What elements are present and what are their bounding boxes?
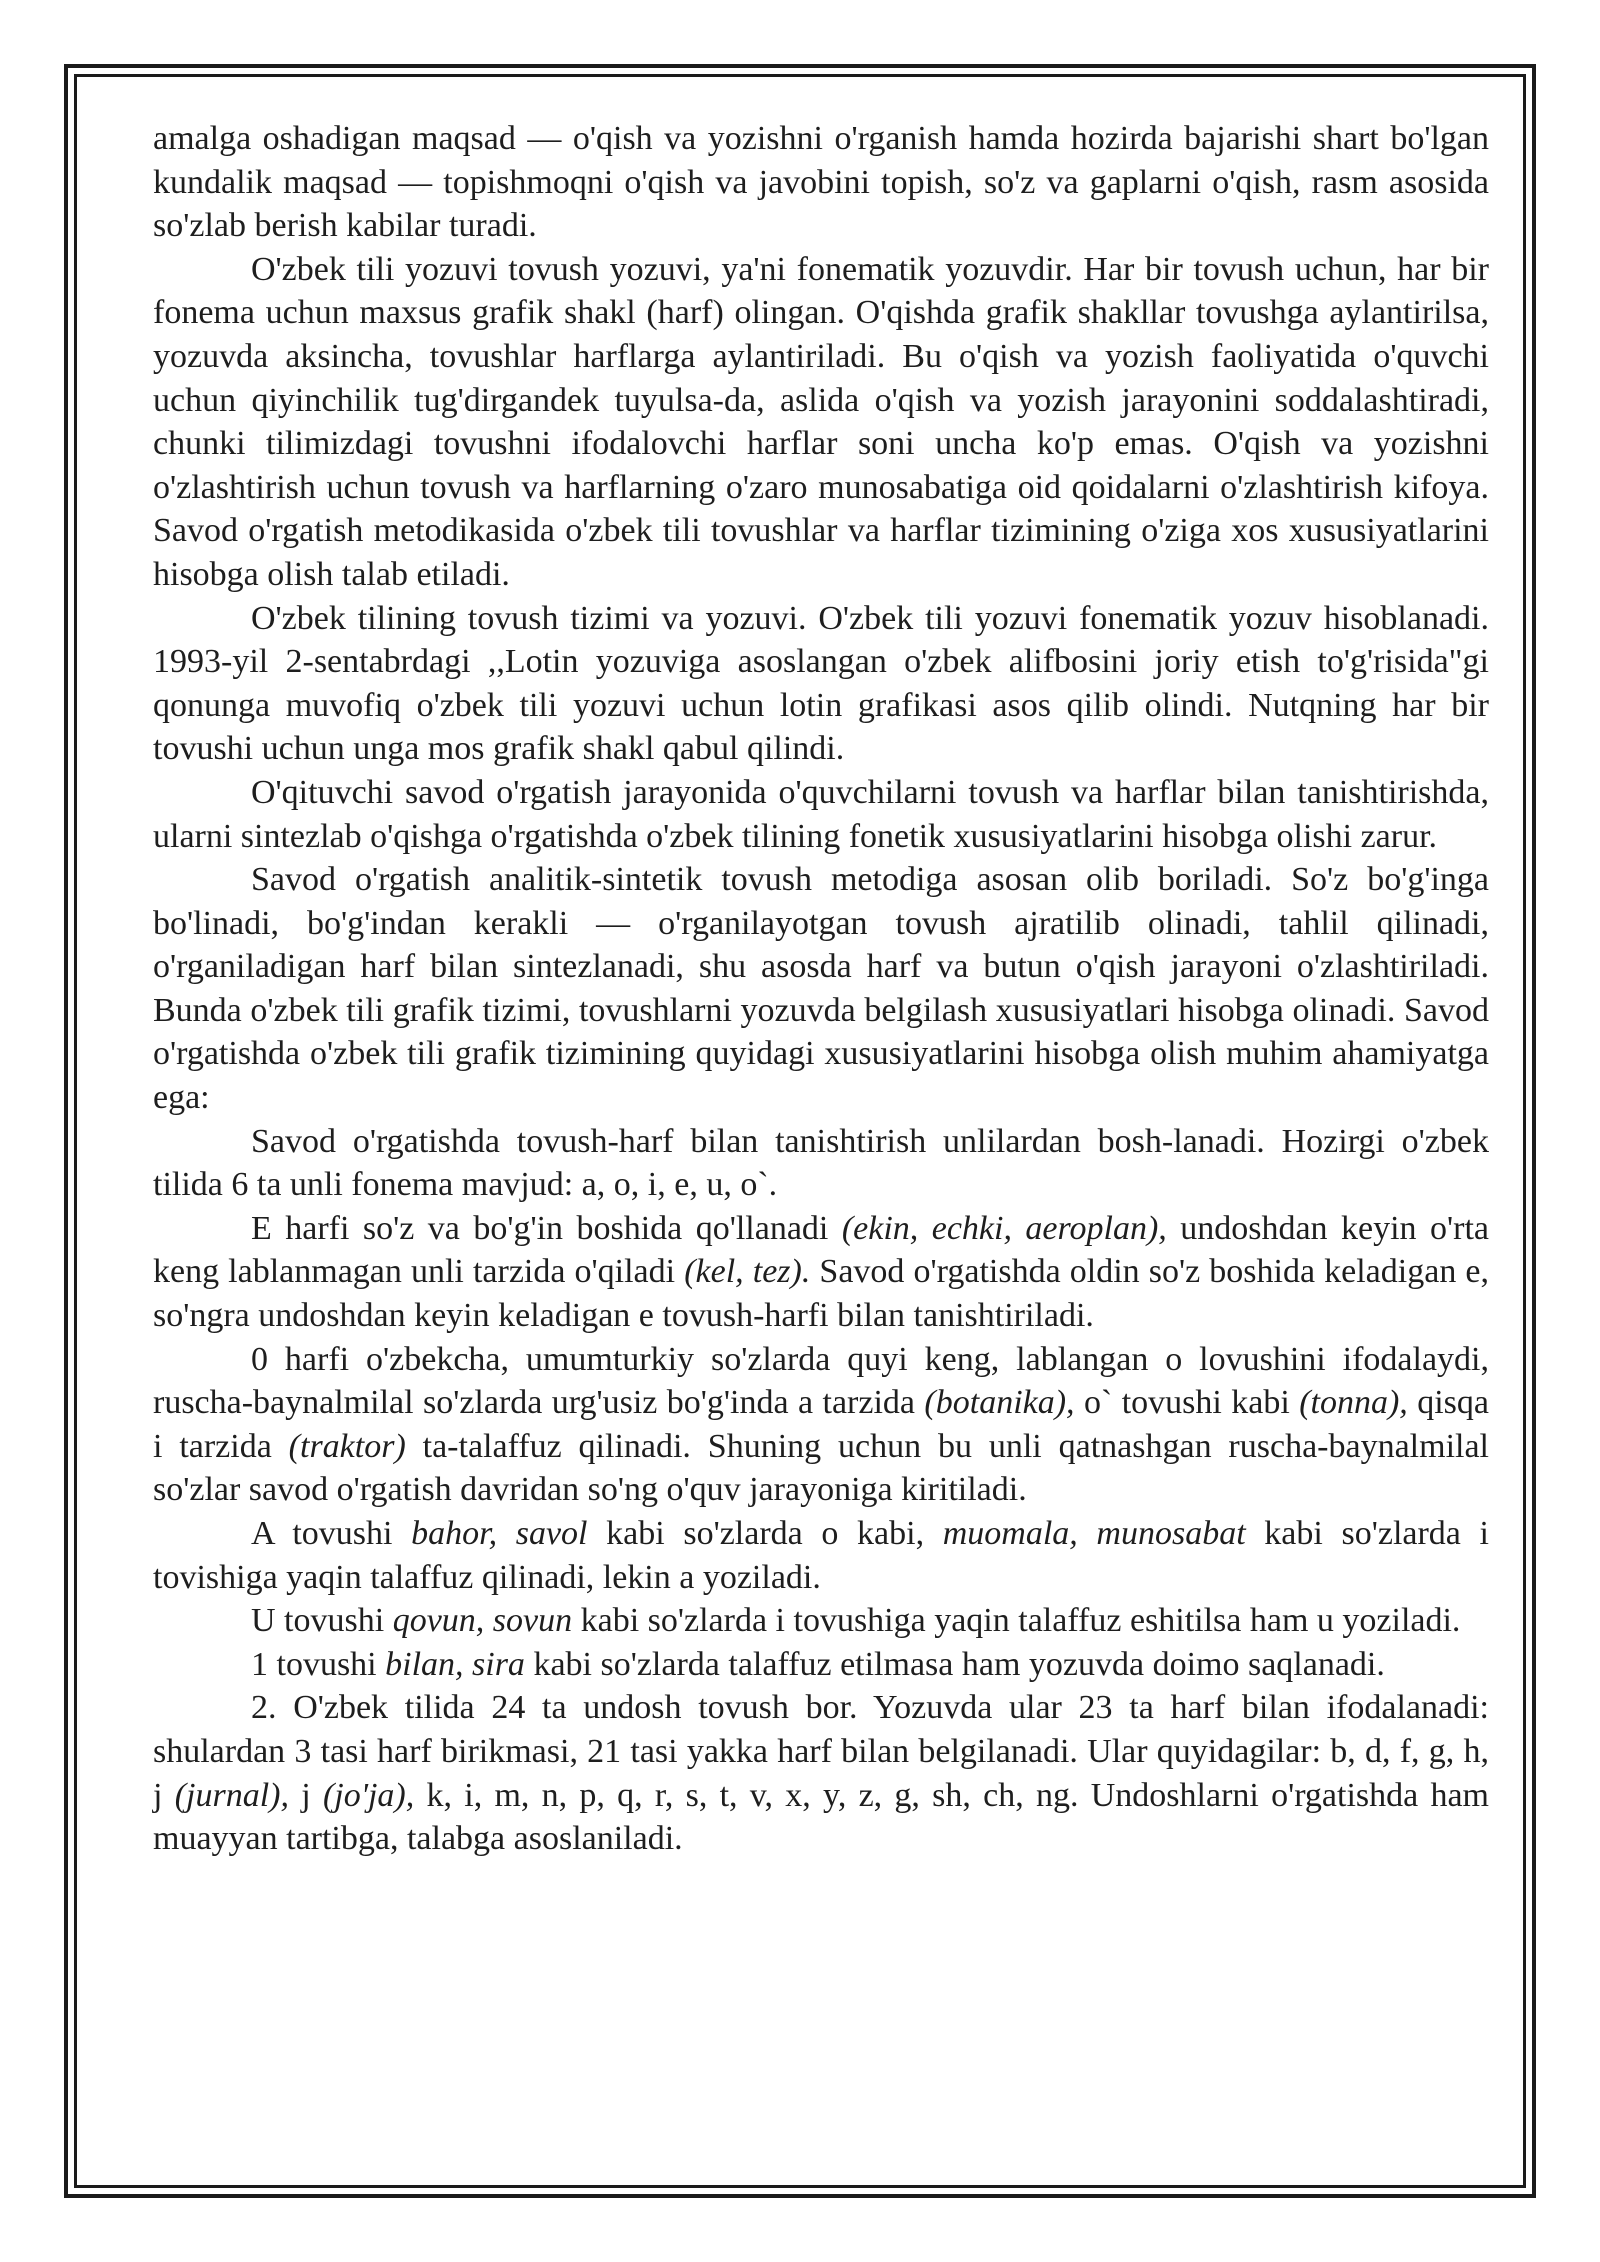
text-run: O'zbek tilining tovush tizimi va yozuvi. O'zbek tili yozuvi fonematik yozuv hisoblanadi. 1993-yil 2-sentabrdagi ,,Lotin yozuviga asoslangan o'zbek alifbosini joriy etish to'g'risida"gi qonunga muvofiq o'zbek tili yozuvi uchun lotin grafikasi asos qilib olindi. Nutqning har bir tovushi uchun unga mos grafik shakl qabul qilindi. (153, 599, 1489, 768)
italic-text-run: (botanika), (924, 1384, 1075, 1422)
text-run: o` tovushi kabi (1074, 1384, 1300, 1422)
text-run: amalga oshadigan maqsad — o'qish va yozishni o'rganish hamda hozirda bajarishi shart bo'lgan kundalik maqsad — topishmoqni o'qish va javobini topish, so'z va gaplarni o'qish, rasm asosida so'zlab berish kabilar turadi. (153, 120, 1489, 245)
italic-text-run: muomala, munosabat (942, 1515, 1246, 1552)
italic-text-run: (traktor) (288, 1427, 406, 1465)
text-run: 1 tovushi (251, 1645, 386, 1683)
text-run: A tovushi (251, 1515, 412, 1552)
italic-text-run: bilan, sira (385, 1645, 525, 1683)
text-run: O'zbek tili yozuvi tovush yozuvi, ya'ni fonematik yozuvdir. Har bir tovush uchun, har bir fonema uchun maxsus grafik shakl (harf) olingan. O'qishda grafik shakllar tovushga aylantirilsa, yozuvda aksincha, tovushlar harflarga aylantiriladi. Bu o'qish va yozish faoliyatida o'quvchi uchun qiyinchilik tug'dirgandek tuyulsa-da, aslida o'qish va yozish jarayonini soddalashtiradi, chunki tilimizdagi tovushni ifodalovchi harflar soni uncha ko'p emas. O'qish va yozishni o'zlashtirish uchun tovush va harflarning o'zaro munosabatiga oid qoidalarni o'zlashtirish kifoya. Savod o'rgatish metodikasida o'zbek tili tovushlar va harflar tizimining o'ziga xos xususiyatlarini hisobga olish talab etiladi. (153, 250, 1489, 593)
italic-text-run: (jurnal), (174, 1776, 289, 1814)
text-run: kabi so'zlarda i tovishiga yaqin talaffuz qilinadi, lekin a yoziladi. (153, 1515, 1489, 1596)
document-body (153, 117, 1489, 1861)
paragraph (153, 597, 1489, 771)
paragraph (153, 1599, 1489, 1643)
text-run: kabi so'zlarda talaffuz etilmasa ham yozuvda doimo saqlanadi. (524, 1645, 1385, 1683)
text-run: j (288, 1776, 323, 1814)
text-run: k, i, m, n, p, q, r, s, t, v, x, y, z, g, sh, ch, ng. Undoshlarni o'rgatishda ham muayyan tartibga, talabga asoslaniladi. (153, 1776, 1490, 1858)
paragraph (153, 1686, 1489, 1860)
paragraph (153, 1207, 1489, 1338)
italic-text-run: (tonna), (1299, 1384, 1408, 1422)
text-run: kabi so'zlarda o kabi, (587, 1515, 943, 1552)
paragraph (153, 771, 1489, 858)
italic-text-run: (ekin, echki, aeroplan), (841, 1209, 1167, 1247)
italic-text-run: (jo'ja), (322, 1776, 415, 1814)
text-run: 0 harfi o'zbekcha, umumturkiy so'zlarda quyi keng, lablangan o lovushini ifodalaydi, ruscha-baynalmilal so'zlarda urg'usiz bo'g'inda a tarzida (153, 1340, 1489, 1422)
text-run: ta-talaffuz qilinadi. Shuning uchun bu unli qatnashgan ruscha-baynalmilal so'zlar savod o'rgatish davridan so'ng o'quv jarayoniga kiritiladi. (153, 1427, 1489, 1509)
text-run: U tovushi (251, 1602, 393, 1640)
paragraph (153, 858, 1489, 1120)
text-run: undoshdan keyin o'rta keng lablanmagan unli tarzida o'qiladi (153, 1209, 1489, 1291)
paragraph (153, 248, 1489, 597)
text-run: 2. O'zbek tilida 24 ta undosh tovush bor. Yozuvda ular 23 ta harf bilan ifodalanadi: shulardan 3 tasi harf birikmasi, 21 tasi yakka harf bilan belgilanadi. Ular quyidagilar: b, d, f, g, h, j (153, 1689, 1489, 1814)
paragraph (153, 1512, 1489, 1599)
text-run: qisqa i tarzida (153, 1384, 1489, 1465)
paragraph (153, 1643, 1489, 1687)
paragraph (153, 1338, 1489, 1512)
text-run: E harfi so'z va bo'g'in boshida qo'llanadi (251, 1209, 842, 1247)
paragraph (153, 117, 1489, 248)
italic-text-run: (kel, tez). (684, 1253, 811, 1291)
text-run: O'qituvchi savod o'rgatish jarayonida o'quvchilarni tovush va harflar bilan tanishtirishda, ularni sintezlab o'qishga o'rgatishda o'zbek tilining fonetik xususiyatlarini hisobga olishi zarur. (153, 773, 1489, 855)
italic-text-run: bahor, savol (411, 1515, 588, 1552)
text-run: Savod o'rgatishda tovush-harf bilan tanishtirish unlilardan bosh-lanadi. Hozirgi o'zbek tilida 6 ta unli fonema mavjud: a, o, i, e, u, o`. (153, 1122, 1489, 1204)
text-run: kabi so'zlarda i tovushiga yaqin talaffuz eshitilsa ham u yoziladi. (572, 1602, 1461, 1640)
text-run: Savod o'rgatishda oldin so'z boshida keladigan e, so'ngra undoshdan keyin keladigan e tovush-harfi bilan tanishtiriladi. (153, 1253, 1489, 1335)
italic-text-run: qovun, sovun (392, 1602, 573, 1640)
paragraph (153, 1120, 1489, 1207)
text-run: Savod o'rgatish analitik-sintetik tovush metodiga asosan olib boriladi. So'z bo'g'inga bo'linadi, bo'g'indan kerakli — o'rganilayotgan tovush ajratilib olinadi, tahlil qilinadi, o'rganiladigan harf bilan sintezlanadi, shu asosda harf va butun o'qish jarayoni o'zlashtiriladi. Bunda o'zbek tili grafik tizimi, tovushlarni yozuvda belgilash xususiyatlari hisobga olinadi. Savod o'rgatishda o'zbek tili grafik tizimining quyidagi xususiyatlarini hisobga olish muhim ahamiyatga ega: (153, 861, 1489, 1117)
